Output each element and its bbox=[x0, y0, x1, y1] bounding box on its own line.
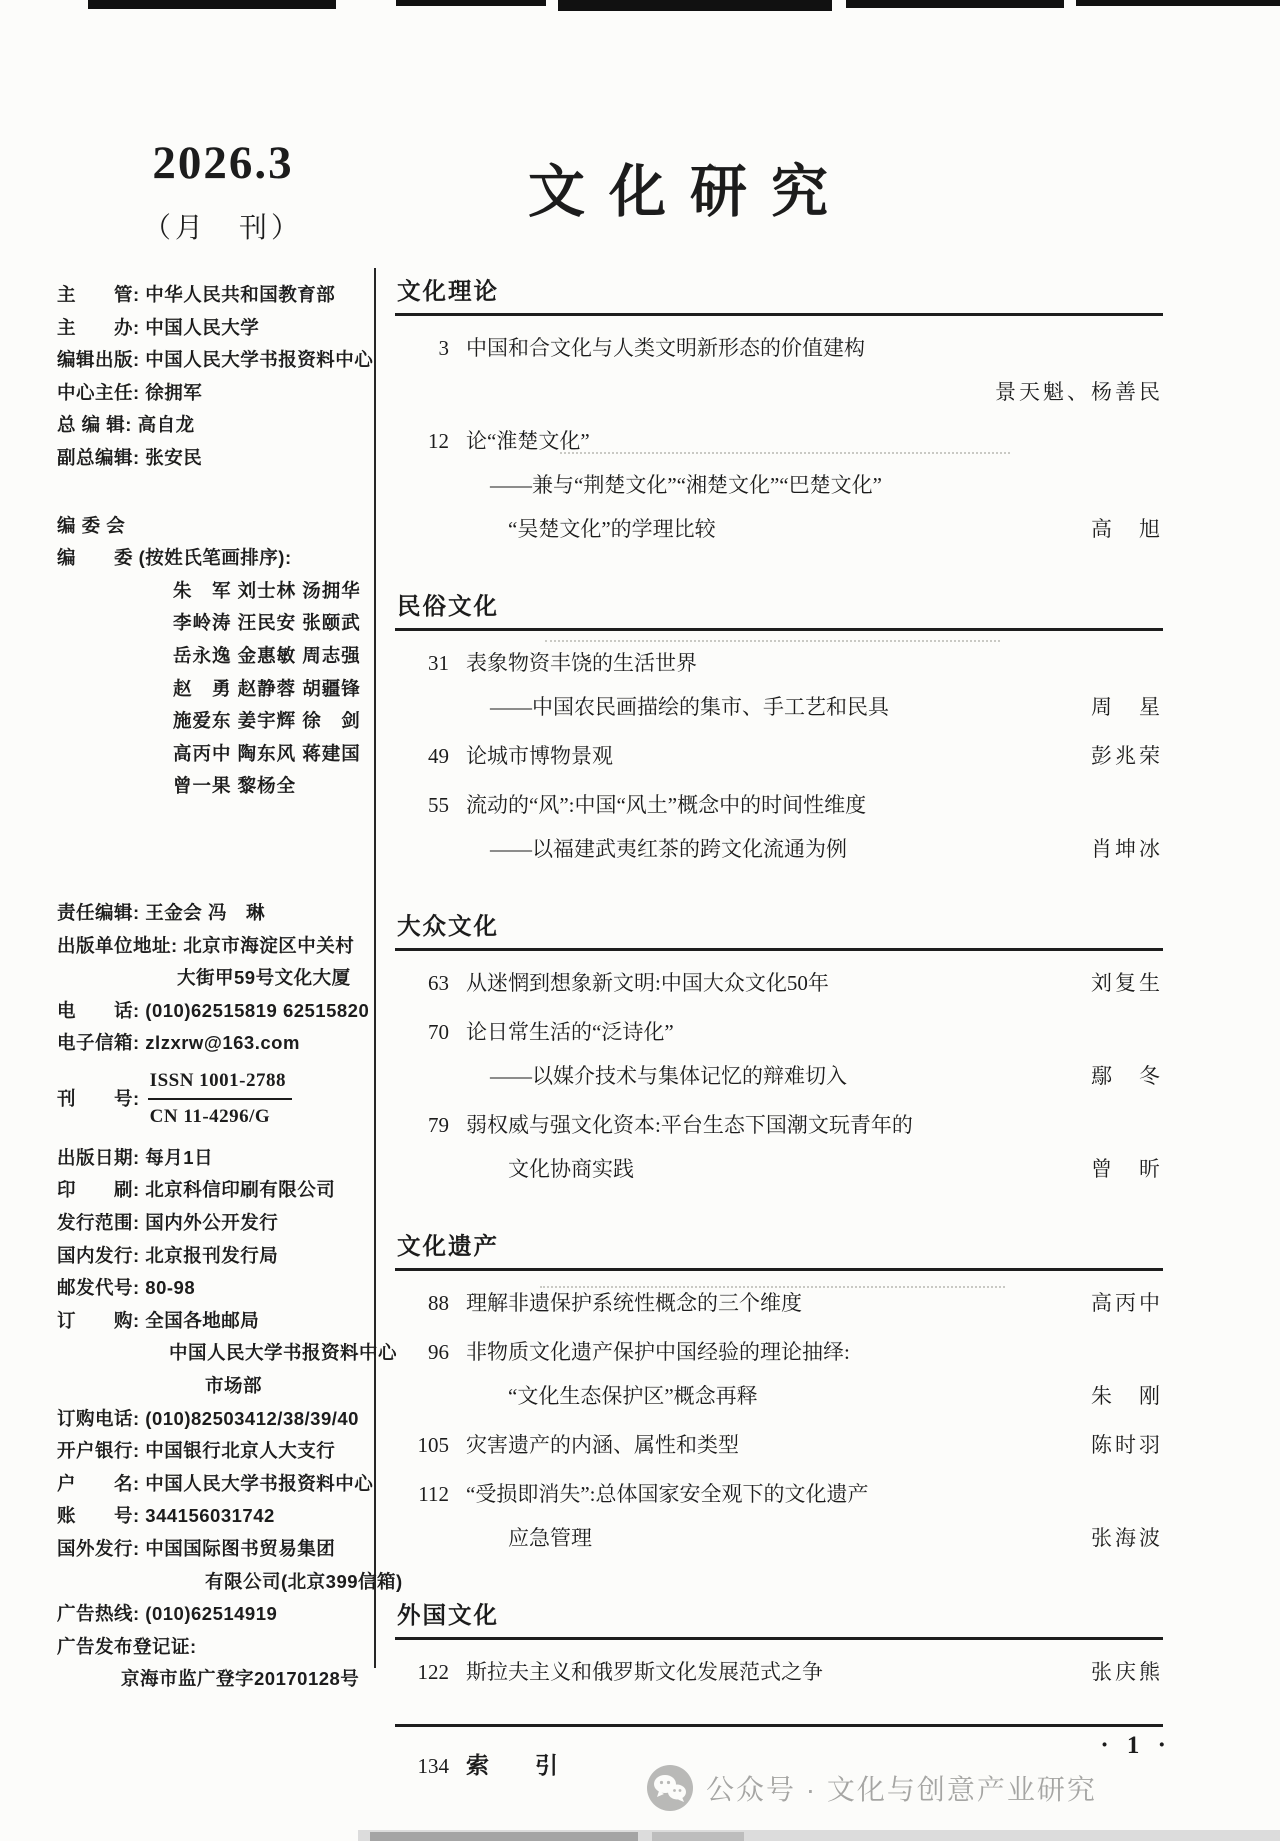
toc-page-number: 31 bbox=[428, 651, 449, 675]
toc-row bbox=[395, 1472, 1163, 1516]
toc-author: 彭兆荣 bbox=[1091, 744, 1163, 768]
toc-page-number: 122 bbox=[417, 1660, 449, 1684]
toc-author: 朱 刚 bbox=[1091, 1384, 1163, 1408]
toc-entry bbox=[395, 1330, 1163, 1418]
toc-entry bbox=[395, 734, 1163, 778]
toc-title: 中国和合文化与人类文明新形态的价值建构 bbox=[466, 336, 865, 360]
toc-section bbox=[395, 587, 1163, 871]
toc-page-number: 3 bbox=[438, 336, 449, 360]
toc-page-number: 105 bbox=[417, 1433, 449, 1457]
info-row: 编辑出版: 中国人民大学书报资料中心 bbox=[57, 349, 374, 371]
toc-section-rule bbox=[395, 948, 1163, 951]
toc-title: ——兼与“荆楚文化”“湘楚文化”“巴楚文化” bbox=[490, 473, 882, 497]
toc-author: 高丙中 bbox=[1091, 1291, 1163, 1315]
toc-author: 周 星 bbox=[1091, 695, 1163, 719]
toc-section-title: 民俗文化 bbox=[397, 593, 499, 619]
scan-artifact bbox=[1076, 0, 1280, 6]
toc-row bbox=[395, 1423, 1163, 1467]
publication-info-column bbox=[57, 279, 403, 1696]
toc-title: ——中国农民画描绘的集市、手工艺和民具 bbox=[490, 695, 889, 719]
info-row: 电 话: (010)62515819 62515820 bbox=[57, 999, 370, 1021]
toc-entry bbox=[395, 1472, 1163, 1560]
info-row: 国外发行: 中国国际图书贸易集团 bbox=[57, 1538, 336, 1559]
toc-page-number: 63 bbox=[428, 971, 449, 995]
spacer bbox=[57, 803, 369, 897]
toc-title: 从迷惘到想象新文明:中国大众文化50年 bbox=[466, 971, 829, 995]
toc-row bbox=[395, 1516, 1163, 1560]
info-row: 高丙中 陶东风 蒋建国 bbox=[173, 742, 361, 764]
info-row: 主 管: 中华人民共和国教育部 bbox=[57, 284, 336, 305]
toc-entry bbox=[395, 641, 1163, 729]
toc-row bbox=[395, 961, 1163, 1005]
info-row: 广告热线: (010)62514919 bbox=[57, 1603, 278, 1625]
toc-section bbox=[395, 1227, 1163, 1560]
issue-number: 2026.3 bbox=[152, 137, 294, 189]
toc-row bbox=[395, 326, 1163, 370]
index-page-number: 134 bbox=[417, 1754, 449, 1778]
toc-title: 非物质文化遗产保护中国经验的理论抽绎: bbox=[466, 1340, 850, 1364]
info-row: 印 刷: 北京科信印刷有限公司 bbox=[57, 1179, 336, 1201]
info-row: 有限公司(北京399信箱) bbox=[205, 1570, 403, 1592]
toc-row bbox=[395, 1103, 1163, 1147]
journal-number-label: 刊 号: bbox=[57, 1087, 140, 1109]
toc-page-number: 112 bbox=[418, 1482, 449, 1506]
toc-title: “受损即消失”:总体国家安全观下的文化遗产 bbox=[466, 1482, 869, 1506]
toc-title: ——以媒介技术与集体记忆的辩难切入 bbox=[490, 1064, 847, 1088]
info-row: 李岭涛 汪民安 张颐武 bbox=[173, 612, 361, 634]
info-row: 电子信箱: zlzxrw@163.com bbox=[57, 1032, 300, 1054]
distribution-info-list bbox=[57, 1142, 403, 1696]
info-row: 市场部 bbox=[205, 1375, 263, 1397]
info-row: 京海市监广登字20170128号 bbox=[121, 1668, 360, 1690]
toc-entry bbox=[395, 1010, 1163, 1098]
toc-title: “吴楚文化”的学理比较 bbox=[508, 517, 716, 541]
journal-title: 文化研究 bbox=[528, 161, 852, 224]
scan-artifact bbox=[88, 0, 336, 9]
toc-section-title: 文化遗产 bbox=[397, 1233, 499, 1259]
toc-title: ——以福建武夷红茶的跨文化流通为例 bbox=[490, 837, 847, 861]
toc-row bbox=[395, 1147, 1163, 1191]
toc-page-number: 55 bbox=[428, 793, 449, 817]
toc-section bbox=[395, 1596, 1163, 1694]
toc-title: “文化生态保护区”概念再释 bbox=[508, 1384, 758, 1408]
info-row: 大街甲59号文化大厦 bbox=[177, 967, 351, 989]
info-row: 编 委 会 bbox=[57, 514, 126, 536]
info-row: 出版日期: 每月1日 bbox=[57, 1146, 214, 1168]
info-row: 主 办: 中国人民大学 bbox=[57, 316, 260, 338]
toc-row bbox=[395, 370, 1163, 414]
toc-sections bbox=[395, 272, 1163, 1694]
scan-artifact bbox=[370, 1832, 638, 1841]
info-row: 出版单位地址: 北京市海淀区中关村 bbox=[57, 934, 355, 956]
toc-author: 肖坤冰 bbox=[1091, 837, 1163, 861]
toc-author: 景天魁、杨善民 bbox=[995, 380, 1163, 404]
toc-page-number: 12 bbox=[428, 429, 449, 453]
info-row: 账 号: 344156031742 bbox=[57, 1505, 275, 1527]
toc-section bbox=[395, 272, 1163, 551]
toc-author: 陈时羽 bbox=[1091, 1433, 1163, 1457]
issue-periodicity: （月 刊） bbox=[142, 213, 303, 244]
toc-title: 论日常生活的“泛诗化” bbox=[466, 1020, 674, 1044]
info-row: 发行范围: 国内外公开发行 bbox=[57, 1212, 279, 1234]
info-row: 广告发布登记证: bbox=[57, 1635, 197, 1657]
toc-title: 斯拉夫主义和俄罗斯文化发展范式之争 bbox=[466, 1660, 823, 1684]
toc-author: 曾 昕 bbox=[1091, 1157, 1163, 1181]
toc-section-rule bbox=[395, 313, 1163, 316]
toc-entry bbox=[395, 1423, 1163, 1467]
toc-row bbox=[395, 783, 1163, 827]
toc-row bbox=[395, 507, 1163, 551]
toc-author: 鄢 冬 bbox=[1091, 1064, 1163, 1088]
toc-row bbox=[395, 1281, 1163, 1325]
toc-section-rule bbox=[395, 1268, 1163, 1271]
toc-page-number: 79 bbox=[428, 1113, 449, 1137]
toc-entry bbox=[395, 1103, 1163, 1191]
info-row: 曾一果 黎杨全 bbox=[173, 775, 297, 797]
journal-number-row bbox=[57, 1066, 369, 1132]
scan-artifact bbox=[558, 0, 832, 11]
toc-row bbox=[395, 734, 1163, 778]
info-row: 订购电话: (010)82503412/38/39/40 bbox=[57, 1407, 359, 1429]
cn-number: CN 11-4296/G bbox=[149, 1105, 271, 1127]
info-row: 赵 勇 赵静蓉 胡疆锋 bbox=[173, 677, 361, 699]
column-divider bbox=[374, 268, 376, 1668]
publisher-info-list bbox=[57, 279, 374, 1060]
toc-row bbox=[395, 1330, 1163, 1374]
journal-number-value bbox=[148, 1066, 292, 1132]
toc-title: 文化协商实践 bbox=[508, 1157, 634, 1181]
toc-title: 灾害遗产的内涵、属性和类型 bbox=[466, 1433, 739, 1457]
scan-artifact bbox=[652, 1832, 744, 1841]
issn-number: ISSN 1001-2788 bbox=[148, 1066, 292, 1100]
info-row: 总 编 辑: 高自龙 bbox=[57, 414, 195, 436]
toc-section-rule bbox=[395, 1637, 1163, 1640]
toc-title: 弱权威与强文化资本:平台生态下国潮文玩青年的 bbox=[466, 1113, 913, 1137]
toc-row bbox=[395, 1650, 1163, 1694]
wechat-icon bbox=[646, 1764, 694, 1812]
info-row: 户 名: 中国人民大学书报资料中心 bbox=[57, 1472, 374, 1494]
toc-row bbox=[395, 641, 1163, 685]
toc-page-number: 70 bbox=[428, 1020, 449, 1044]
toc-title: 应急管理 bbox=[508, 1526, 592, 1550]
toc-section-title: 外国文化 bbox=[397, 1602, 499, 1628]
toc-entry bbox=[395, 1650, 1163, 1694]
toc-author: 张海波 bbox=[1091, 1526, 1163, 1550]
toc-section-rule bbox=[395, 628, 1163, 631]
info-row: 开户银行: 中国银行北京人大支行 bbox=[57, 1440, 336, 1462]
toc-entry bbox=[395, 326, 1163, 414]
toc-author: 刘复生 bbox=[1091, 971, 1163, 995]
info-row: 岳永逸 金惠敏 周志强 bbox=[173, 644, 361, 666]
toc-title: 论“淮楚文化” bbox=[466, 429, 590, 453]
toc-row bbox=[395, 419, 1163, 463]
toc-row bbox=[395, 1010, 1163, 1054]
toc-section-title: 大众文化 bbox=[397, 913, 499, 939]
toc-row bbox=[395, 1374, 1163, 1418]
info-row: 朱 军 刘士林 汤拥华 bbox=[173, 579, 361, 601]
info-row: 责任编辑: 王金会 冯 琳 bbox=[57, 901, 265, 923]
toc-row bbox=[395, 1054, 1163, 1098]
info-row: 国内发行: 北京报刊发行局 bbox=[57, 1244, 279, 1266]
toc-section-title: 文化理论 bbox=[397, 278, 499, 304]
toc-entry bbox=[395, 961, 1163, 1005]
toc-row bbox=[395, 827, 1163, 871]
info-row: 施爱东 姜宇辉 徐 剑 bbox=[173, 710, 361, 732]
toc-section bbox=[395, 907, 1163, 1191]
toc-page-number: 88 bbox=[428, 1291, 449, 1315]
info-row: 邮发代号: 80-98 bbox=[57, 1277, 196, 1299]
spacer bbox=[57, 475, 369, 510]
toc-title: 流动的“风”:中国“风土”概念中的时间性维度 bbox=[466, 793, 867, 817]
toc-entry bbox=[395, 419, 1163, 551]
scan-artifact bbox=[396, 0, 546, 6]
info-row: 中国人民大学书报资料中心 bbox=[169, 1342, 398, 1364]
toc-title: 表象物资丰饶的生活世界 bbox=[466, 651, 697, 675]
info-row: 中心主任: 徐拥军 bbox=[57, 381, 203, 403]
toc-row bbox=[395, 463, 1163, 507]
toc-author: 张庆熊 bbox=[1091, 1660, 1163, 1684]
table-of-contents bbox=[395, 272, 1163, 1788]
toc-author: 高 旭 bbox=[1091, 517, 1163, 541]
index-divider-rule bbox=[395, 1724, 1163, 1727]
index-label: 索 引 bbox=[466, 1752, 558, 1778]
issue-block bbox=[108, 136, 338, 246]
toc-entry bbox=[395, 1281, 1163, 1325]
info-row: 编 委 (按姓氏笔画排序): bbox=[57, 547, 292, 569]
page-number: · 1 · bbox=[1100, 1732, 1172, 1759]
scan-artifact bbox=[846, 0, 1064, 8]
toc-page-number: 96 bbox=[428, 1340, 449, 1364]
info-row: 副总编辑: 张安民 bbox=[57, 446, 203, 468]
watermark-text: 公众号 · 文化与创意产业研究 bbox=[706, 1774, 1097, 1805]
watermark bbox=[646, 1764, 1097, 1812]
toc-entry bbox=[395, 783, 1163, 871]
toc-title: 理解非遗保护系统性概念的三个维度 bbox=[466, 1291, 802, 1315]
toc-page-number: 49 bbox=[428, 744, 449, 768]
toc-row bbox=[395, 685, 1163, 729]
toc-title: 论城市博物景观 bbox=[466, 744, 613, 768]
info-row: 订 购: 全国各地邮局 bbox=[57, 1309, 260, 1331]
